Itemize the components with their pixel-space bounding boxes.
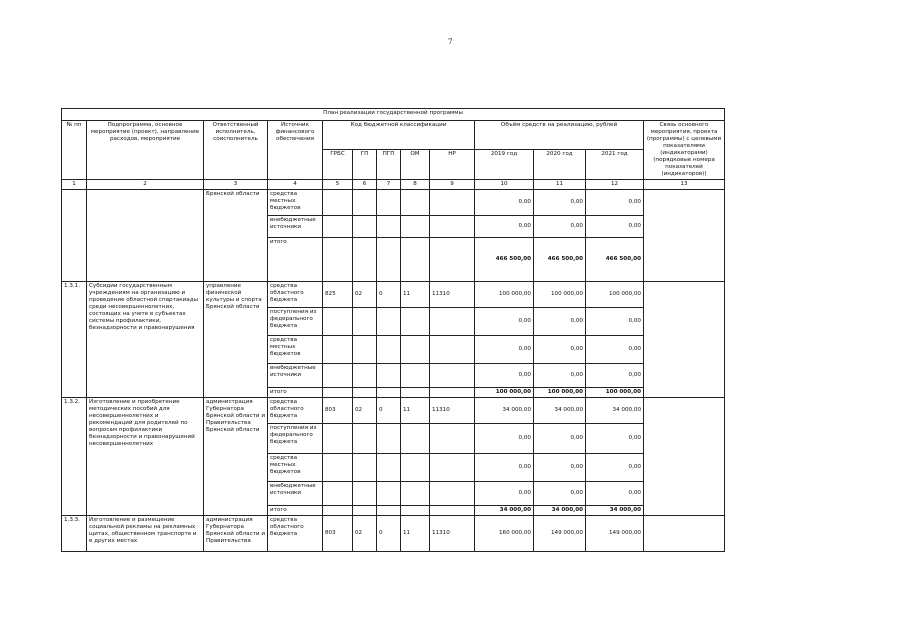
cell-2021: 0,00 <box>586 335 644 363</box>
cell-2021: 149 000,00 <box>586 515 644 551</box>
column-number: 3 <box>204 179 268 189</box>
cell-source: поступления из федерального бюджета <box>268 423 323 453</box>
cell-gp: 02 <box>353 397 377 423</box>
cell-2021: 0,00 <box>586 189 644 215</box>
table-row <box>62 397 725 423</box>
cell-name: Субсидии государственным учреждениям на организацию и проведение областной спартакиады среди несовершеннолетних, состоящих на учете в субъектах системы профилактики, безнадзорности и правонарушения <box>87 281 204 397</box>
header-np: НР <box>430 150 475 179</box>
column-number: 8 <box>401 179 430 189</box>
cell-executor: Брянской области <box>204 189 268 281</box>
header-grbs: ГРБС <box>323 150 353 179</box>
cell-source: средства местных бюджетов <box>268 453 323 481</box>
column-number: 7 <box>377 179 401 189</box>
cell-2019: 0,00 <box>475 189 534 215</box>
cell-source: средства местных бюджетов <box>268 189 323 215</box>
column-number: 10 <box>475 179 534 189</box>
cell-name: Изготовление и приобретение методических пособий для несовершеннолетних и рекомендаций для родителей по вопросам профилактики безнадзорности и правонарушений несовершеннолетних <box>87 397 204 515</box>
cell-source: средства областного бюджета <box>268 281 323 307</box>
cell-2019: 100 000,00 <box>475 387 534 397</box>
cell-2019: 0,00 <box>475 215 534 237</box>
cell-2020: 34 000,00 <box>534 505 586 515</box>
cell-2020: 0,00 <box>534 335 586 363</box>
header-om: ОМ <box>401 150 430 179</box>
cell-source: итого <box>268 505 323 515</box>
cell-source: средства областного бюджета <box>268 397 323 423</box>
column-number: 2 <box>87 179 204 189</box>
cell-2021: 100 000,00 <box>586 281 644 307</box>
cell-2019: 160 000,00 <box>475 515 534 551</box>
cell-2020: 0,00 <box>534 363 586 387</box>
cell-source: итого <box>268 387 323 397</box>
column-number: 13 <box>644 179 725 189</box>
table-title: План реализации государственной программы <box>62 109 725 121</box>
cell-source: внебюджетные источники <box>268 363 323 387</box>
cell-num: 1.3.3. <box>62 515 87 551</box>
cell-source: итого <box>268 237 323 281</box>
cell-2021: 0,00 <box>586 481 644 505</box>
cell-num: 1.3.2. <box>62 397 87 515</box>
header-source: Источник финансового обеспечения <box>268 121 323 180</box>
cell-source: внебюджетные источники <box>268 481 323 505</box>
cell-source: внебюджетные источники <box>268 215 323 237</box>
cell-grbs: 803 <box>323 397 353 423</box>
cell-2019: 0,00 <box>475 423 534 453</box>
cell-2019: 100 000,00 <box>475 281 534 307</box>
header-2019: 2019 год <box>475 150 534 179</box>
cell-2021: 100 000,00 <box>586 387 644 397</box>
cell-om: 11 <box>401 281 430 307</box>
cell-pgp: 0 <box>377 515 401 551</box>
cell-2019: 0,00 <box>475 335 534 363</box>
cell-2019: 34 000,00 <box>475 397 534 423</box>
column-number: 1 <box>62 179 87 189</box>
cell-grbs: 825 <box>323 281 353 307</box>
cell-2020: 466 500,00 <box>534 237 586 281</box>
cell-name <box>87 189 204 281</box>
cell-om: 11 <box>401 397 430 423</box>
column-number: 4 <box>268 179 323 189</box>
cell-2019: 0,00 <box>475 307 534 335</box>
cell-2020: 149 000,00 <box>534 515 586 551</box>
cell-2020: 0,00 <box>534 189 586 215</box>
table-row <box>62 189 725 215</box>
cell-pgp: 0 <box>377 397 401 423</box>
cell-executor: администрация Губернатора Брянской области и Правительства <box>204 515 268 551</box>
cell-2021: 0,00 <box>586 453 644 481</box>
cell-executor: управление физической культуры и спорта Брянской области <box>204 281 268 397</box>
cell-om: 11 <box>401 515 430 551</box>
header-2020: 2020 год <box>534 150 586 179</box>
header-gp: ГП <box>353 150 377 179</box>
cell-2020: 0,00 <box>534 215 586 237</box>
cell-pgp: 0 <box>377 281 401 307</box>
cell-gp: 02 <box>353 281 377 307</box>
cell-np: 11310 <box>430 515 475 551</box>
cell-num: 1.3.1. <box>62 281 87 397</box>
cell-2021: 0,00 <box>586 215 644 237</box>
page-number: 7 <box>448 38 453 46</box>
cell-2021: 0,00 <box>586 423 644 453</box>
cell-2020: 34 000,00 <box>534 397 586 423</box>
cell-num <box>62 189 87 281</box>
cell-2019: 466 500,00 <box>475 237 534 281</box>
cell-2021: 34 000,00 <box>586 397 644 423</box>
cell-2020: 0,00 <box>534 453 586 481</box>
cell-grbs: 803 <box>323 515 353 551</box>
header-num: № пп <box>62 121 87 180</box>
cell-2020: 100 000,00 <box>534 387 586 397</box>
program-plan-table <box>61 108 725 552</box>
cell-2021: 0,00 <box>586 363 644 387</box>
header-executor: Ответственный исполнитель, соисполнитель <box>204 121 268 180</box>
cell-2019: 0,00 <box>475 481 534 505</box>
column-number: 5 <box>323 179 353 189</box>
header-subprogram: Подпрограмма, основное мероприятие (проект), направление расходов, мероприятие <box>87 121 204 180</box>
header-budget-code: Код бюджетной классификации <box>323 121 475 150</box>
header-indicators-link: Связь основного мероприятия, проекта (программы) с целевыми показателями (индикаторами) (порядковые номера показателей (индикаторов)) <box>644 121 725 180</box>
header-pgp: ПГП <box>377 150 401 179</box>
cell-name: Изготовление и размещение социальной рекламы на рекламных щитах, общественном транспорте и в других местах <box>87 515 204 551</box>
cell-gp: 02 <box>353 515 377 551</box>
cell-2021: 0,00 <box>586 307 644 335</box>
cell-2020: 0,00 <box>534 481 586 505</box>
cell-source: средства областного бюджета <box>268 515 323 551</box>
header-volume: Объём средств на реализацию, рублей <box>475 121 644 150</box>
cell-2021: 34 000,00 <box>586 505 644 515</box>
cell-2019: 34 000,00 <box>475 505 534 515</box>
column-number: 9 <box>430 179 475 189</box>
table-row <box>62 515 725 551</box>
cell-executor: администрация Губернатора Брянской области и Правительства Брянской области <box>204 397 268 515</box>
cell-source: средства местных бюджетов <box>268 335 323 363</box>
cell-2019: 0,00 <box>475 453 534 481</box>
cell-2020: 0,00 <box>534 423 586 453</box>
cell-np: 11310 <box>430 397 475 423</box>
cell-2020: 0,00 <box>534 307 586 335</box>
cell-2021: 466 500,00 <box>586 237 644 281</box>
table-row <box>62 281 725 307</box>
cell-np: 11310 <box>430 281 475 307</box>
cell-2019: 0,00 <box>475 363 534 387</box>
column-number: 6 <box>353 179 377 189</box>
header-2021: 2021 год <box>586 150 644 179</box>
cell-source: поступления из федерального бюджета <box>268 307 323 335</box>
column-number: 11 <box>534 179 586 189</box>
column-number: 12 <box>586 179 644 189</box>
cell-2020: 100 000,00 <box>534 281 586 307</box>
